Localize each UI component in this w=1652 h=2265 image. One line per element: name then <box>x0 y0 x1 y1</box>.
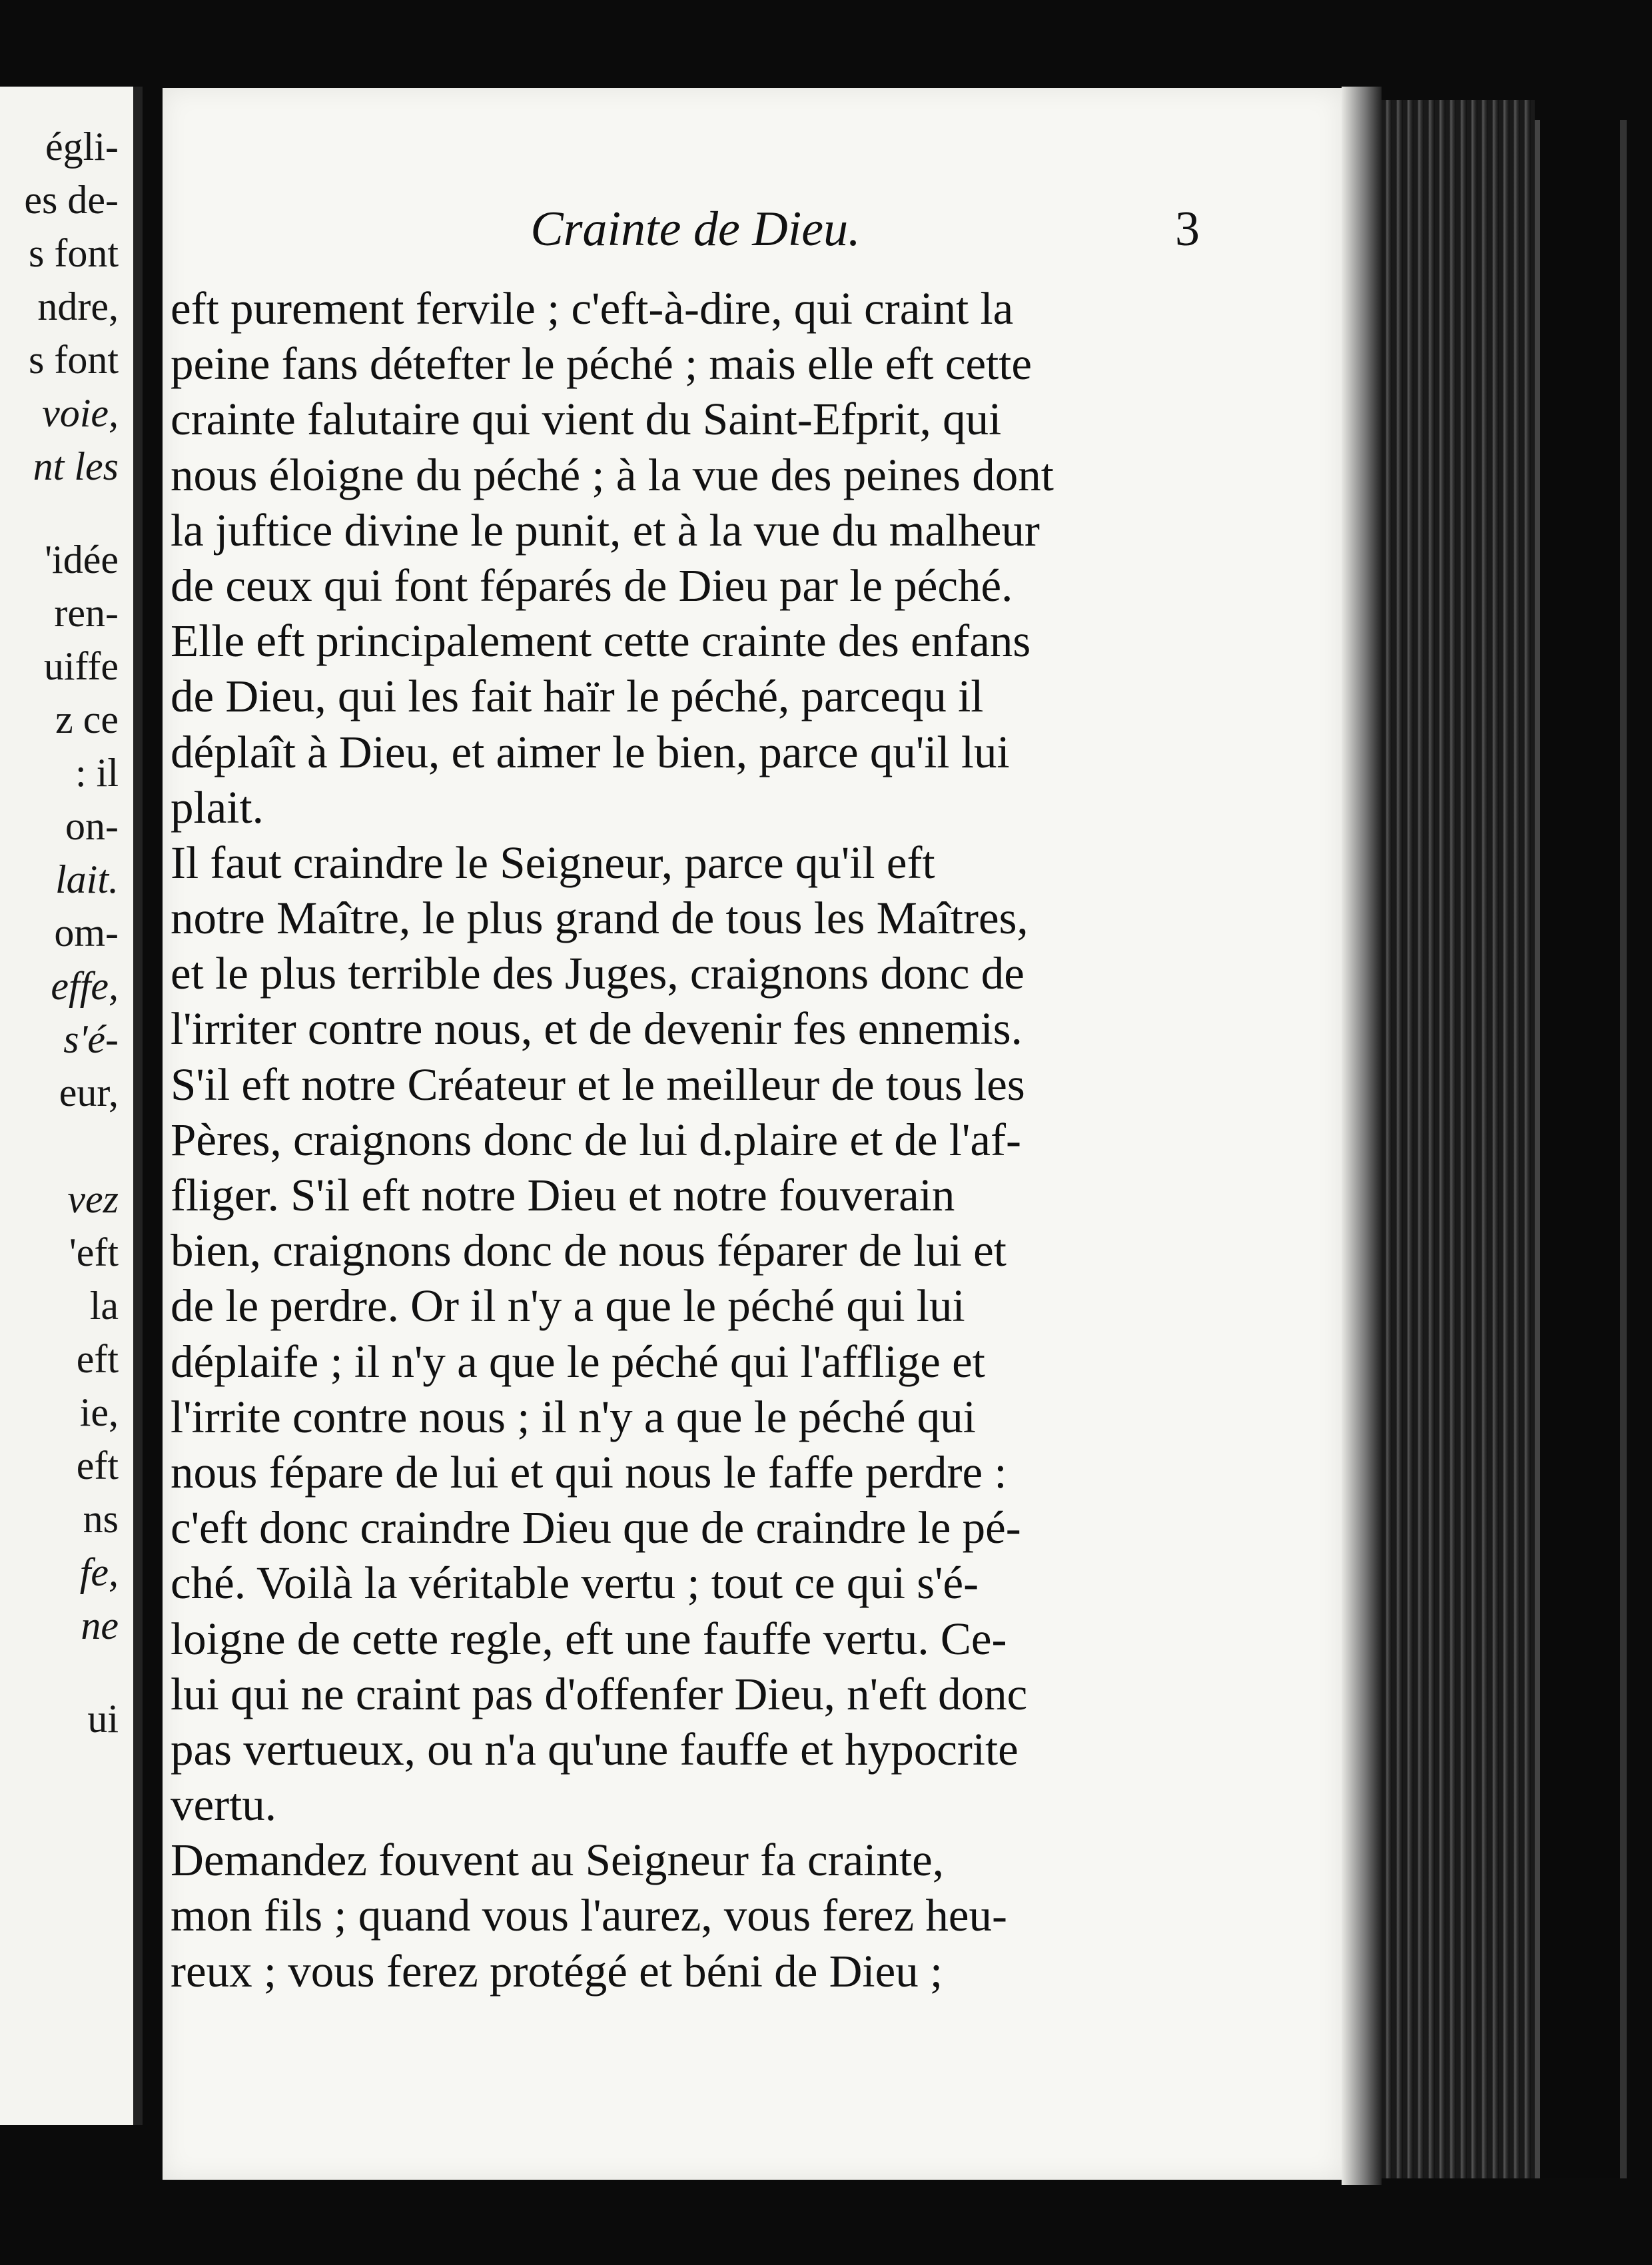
text-line: Pères, craignons donc de lui d.plaire et de l'af- <box>171 1114 1021 1165</box>
page-number: 3 <box>1175 202 1200 256</box>
text-line: peine fans détefter le péché ; mais elle eft cette <box>171 338 1032 390</box>
text-line: plait. <box>171 781 264 833</box>
left-page-text-fragment: égli- <box>45 125 119 169</box>
text-line: la juftice divine le punit, et à la vue du malheur <box>171 504 1040 556</box>
text-line: lui qui ne craint pas d'offenfer Dieu, n'eft donc <box>171 1668 1028 1719</box>
text-line: Il faut craindre le Seigneur, parce qu'il eft <box>171 837 935 888</box>
text-line: déplaît à Dieu, et aimer le bien, parce qu'il lui <box>171 726 1010 777</box>
running-head: Crainte de Dieu. <box>530 202 861 256</box>
book-page <box>163 88 1342 2180</box>
text-line: mon fils ; quand vous l'aurez, vous ferez heu- <box>171 1890 1007 1941</box>
text-line: de le perdre. Or il n'y a que le péché qui lui <box>171 1280 965 1332</box>
left-page-text-fragment: effe, <box>51 964 119 1008</box>
body-text <box>171 281 1370 1999</box>
left-page-text-fragment: s font <box>29 338 119 382</box>
text-line: ché. Voilà la véritable vertu ; tout ce qui s'é- <box>171 1558 979 1609</box>
text-line: loigne de cette regle, eft une fauffe vertu. Ce- <box>171 1613 1007 1664</box>
text-line: nous fépare de lui et qui nous le faffe perdre : <box>171 1446 1007 1498</box>
text-line: Demandez fouvent au Seigneur fa crainte, <box>171 1835 944 1886</box>
left-page-text-fragment: s font <box>29 231 119 275</box>
left-page-text-fragment: ie, <box>79 1390 119 1434</box>
left-page-text-fragment: la <box>89 1284 119 1328</box>
text-line: l'irriter contre nous, et de devenir fes ennemis. <box>171 1003 1023 1055</box>
left-page-text-fragment: ne <box>81 1603 119 1647</box>
left-page-text-fragment: ndre, <box>37 284 119 328</box>
left-page-text-fragment: es de- <box>24 178 119 222</box>
left-page-text-fragment: eft <box>76 1444 119 1488</box>
text-line: eft purement fervile ; c'eft-à-dire, qui craint la <box>171 283 1014 334</box>
left-page-text-fragment: on- <box>65 804 119 848</box>
left-page-text-fragment: om- <box>54 911 119 955</box>
page-edge <box>1342 87 1382 2185</box>
text-line: notre Maître, le plus grand de tous les Maîtres, <box>171 893 1029 944</box>
text-line: nous éloigne du péché ; à la vue des peines dont <box>171 449 1054 500</box>
left-page-text-fragment: vez <box>67 1177 119 1221</box>
text-line: bien, craignons donc de nous féparer de lui et <box>171 1225 1007 1276</box>
text-line: vertu. <box>171 1779 277 1831</box>
text-line: l'irrite contre nous ; il n'y a que le péché qui <box>171 1391 976 1442</box>
text-line: S'il eft notre Créateur et le meilleur de tous les <box>171 1059 1025 1110</box>
text-line: Elle eft principalement cette crainte des enfans <box>171 616 1031 667</box>
text-line: pas vertueux, ou n'a qu'une fauffe et hypocrite <box>171 1723 1019 1775</box>
text-line: fliger. S'il eft notre Dieu et notre fouverain <box>171 1170 955 1220</box>
left-page-fragment <box>0 87 143 2125</box>
left-page-text-fragment: voie, <box>42 391 119 435</box>
left-page-text-fragment: 'eft <box>69 1230 119 1274</box>
text-line: crainte falutaire qui vient du Saint-Efprit, qui <box>171 394 1002 445</box>
left-page-text-fragment: z ce <box>55 697 119 741</box>
text-line: de Dieu, qui les fait haïr le péché, parcequ il <box>171 671 984 722</box>
left-page-text-fragment: eft <box>76 1337 119 1381</box>
left-page-text-fragment: nt les <box>33 444 119 488</box>
text-line: c'eft donc craindre Dieu que de craindre le pé- <box>171 1502 1021 1554</box>
left-page-text-fragment: ren- <box>54 591 119 635</box>
text-line: reux ; vous ferez protégé et béni de Dieu ; <box>171 1945 943 1997</box>
text-line: et le plus terrible des Juges, craignons donc de <box>171 948 1025 999</box>
book-fore-edge <box>1382 100 1535 2178</box>
left-page-text-fragment: eur, <box>59 1071 119 1115</box>
left-page-text-fragment: ns <box>83 1497 119 1541</box>
left-page-text-fragment: ui <box>87 1697 119 1741</box>
book-cover-edge <box>1535 120 1627 2178</box>
left-page-text-fragment: uiffe <box>43 644 119 688</box>
text-line: déplaife ; il n'y a que le péché qui l'afflige et <box>171 1336 985 1387</box>
text-line: de ceux qui font féparés de Dieu par le péché. <box>171 560 1013 611</box>
left-page-text-fragment: fe, <box>79 1550 119 1594</box>
left-page-text-fragment: 'idée <box>45 538 119 582</box>
left-page-text-fragment: : il <box>75 751 119 795</box>
left-page-text-fragment: lait. <box>55 857 119 901</box>
left-page-text-fragment: s'é- <box>63 1017 119 1061</box>
